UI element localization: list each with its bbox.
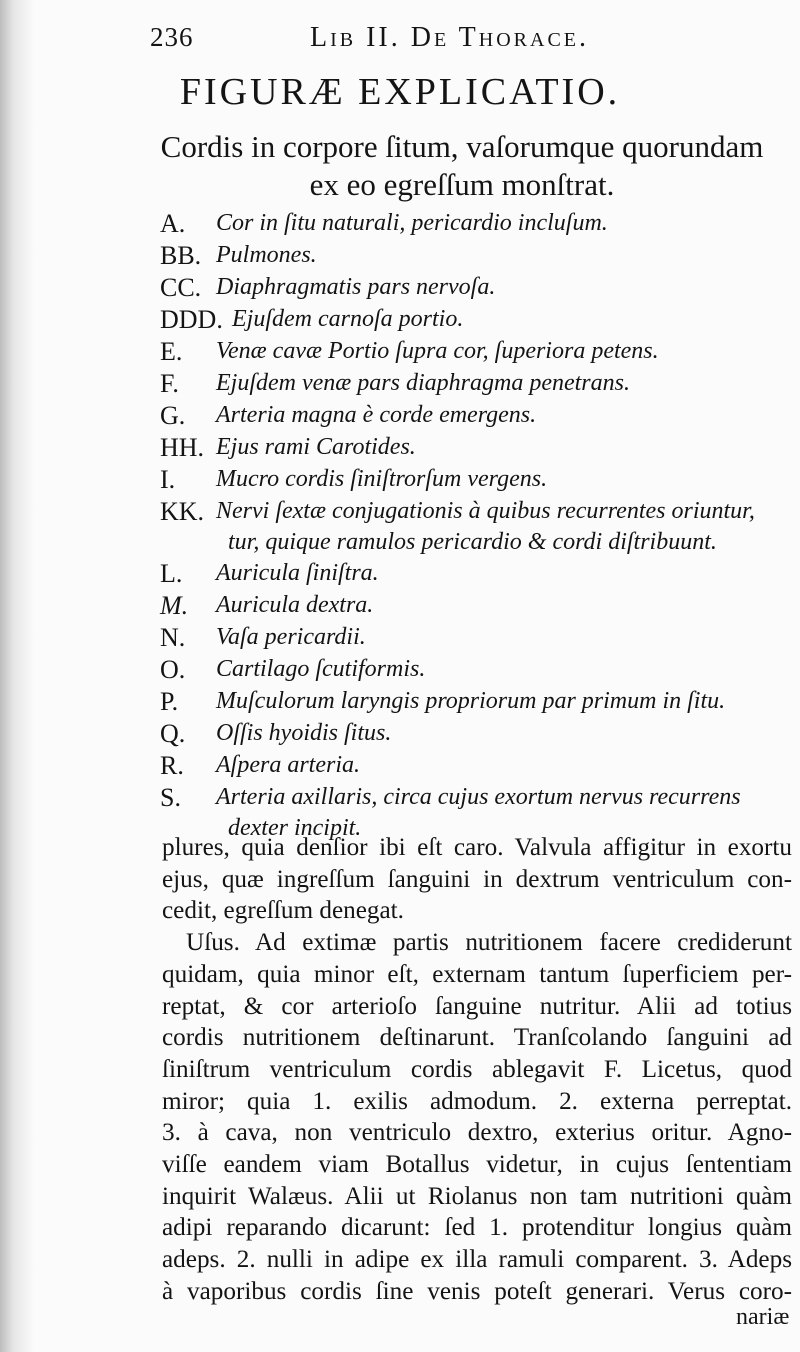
body-line: ejus, quæ ingreſſum ſanguini in dextrum ventriculum con- [162, 865, 792, 893]
legend-item [160, 400, 800, 432]
legend-continuation: tur, quique ramulos pericardio & cordi diſtribuunt. [228, 529, 717, 555]
legend-key: A. [160, 209, 186, 238]
legend-item [160, 622, 800, 654]
legend-key: G. [160, 401, 186, 430]
legend-text: Arteria magna è corde emergens. [216, 402, 537, 428]
legend-item [160, 558, 800, 590]
legend-text: Auricula ſiniſtra. [216, 560, 379, 586]
section-title: FIGURÆ EXPLICATIO. [179, 71, 621, 113]
legend-item [160, 208, 800, 240]
body-line: Uſus. Ad extimæ partis nutritionem facere crediderunt [186, 929, 792, 957]
legend-item [160, 432, 800, 464]
legend-text: Diaphragmatis pars nervoſa. [216, 274, 496, 300]
lead-text: Cordis in corpore ſitum, vaſorumque quorundam ex eo egreſſum monſtrat. [160, 129, 764, 202]
legend-item [160, 272, 800, 304]
legend-key: BB. [160, 241, 202, 270]
legend-item [160, 336, 800, 368]
legend-text: Pulmones. [216, 242, 317, 268]
legend-text: Vaſa pericardii. [216, 624, 366, 650]
legend-text: Cartilago ſcutiformis. [216, 656, 426, 682]
legend-text: Aſpera arteria. [216, 752, 360, 778]
body-line: adipi reparando dicarunt: ſed 1. protenditur longius quàm [162, 1214, 792, 1242]
legend-item [160, 304, 800, 336]
running-title: Lib II. De Thorace. [310, 22, 590, 53]
body-paragraphs [162, 832, 792, 1308]
page-edge-shadow [0, 0, 34, 1352]
legend-item [160, 368, 800, 400]
legend-item [160, 590, 800, 622]
legend-key: O. [160, 655, 186, 684]
legend-key: CC. [160, 273, 202, 302]
legend-item [160, 654, 800, 686]
legend-key: L. [160, 559, 183, 588]
legend-key: M. [160, 591, 189, 620]
legend-text: Arteria axillaris, circa cujus exortum nervus recurrens [216, 784, 741, 810]
legend-item [160, 686, 800, 718]
legend-item [160, 240, 800, 272]
legend-key: DDD. [160, 305, 223, 334]
legend-key: F. [160, 369, 179, 398]
legend-key: S. [160, 783, 181, 812]
legend-text: Auricula dextra. [216, 592, 374, 618]
legend-key: P. [160, 687, 179, 716]
legend-key: N. [160, 623, 186, 652]
legend-text: Ejuſdem carnoſa portio. [232, 306, 464, 332]
legend-key: HH. [160, 433, 205, 462]
legend-continuation: dexter incipit. [228, 815, 362, 841]
figure-legend [160, 208, 800, 844]
legend-item [160, 750, 800, 782]
running-head [150, 18, 790, 58]
legend-item [160, 718, 800, 750]
legend-text: Ejuſdem venæ pars diaphragma penetrans. [216, 370, 630, 396]
body-line: plures, quia denſior ibi eſt caro. Valvula affigitur in exortu [162, 834, 792, 861]
legend-text: Cor in ſitu naturali, pericardio incluſum. [216, 210, 608, 236]
body-line: cedit, egreſſum denegat. [162, 897, 404, 925]
body-line: inquirit Walæus. Alii ut Riolanus non tam nutritioni quàm [162, 1182, 792, 1210]
catchword: nariæ [736, 1304, 790, 1330]
body-line: ſiniſtrum ventriculum cordis ablegavit F. Licetus, quod [162, 1055, 792, 1083]
body-line: cordis nutritionem deſtinarunt. Tranſcolando ſanguini ad [162, 1024, 792, 1052]
body-line: viſſe eandem viam Botallus videtur, in cujus ſententiam [162, 1151, 792, 1179]
legend-key: R. [160, 751, 184, 780]
legend-text: Oſſis hyoidis ſitus. [216, 720, 392, 746]
body-line: 3. à cava, non ventriculo dextro, exterius oritur. Agno- [162, 1119, 792, 1147]
page-number: 236 [150, 22, 194, 52]
legend-key: I. [160, 465, 176, 494]
legend-text: Muſculorum laryngis propriorum par primum in ſitu. [216, 688, 726, 714]
legend-key: KK. [160, 497, 205, 526]
body-line: reptat, & cor arterioſo ſanguine nutritur. Alii ad totius [162, 992, 792, 1020]
legend-key: E. [160, 337, 183, 366]
body-line: quidam, quia minor eſt, externam tantum ſuperficiem per- [162, 960, 792, 988]
legend-item [160, 464, 800, 496]
legend-item [160, 496, 800, 558]
body-line: miror; quia 1. exilis admodum. 2. externa perreptat. [162, 1087, 792, 1115]
legend-text: Ejus rami Carotides. [216, 434, 416, 460]
legend-key: Q. [160, 719, 186, 748]
body-line: à vaporibus cordis ſine venis poteſt generari. Verus coro- [162, 1277, 792, 1305]
legend-text: Venæ cavæ Portio ſupra cor, ſuperiora petens. [216, 338, 659, 364]
legend-text: Mucro cordis ſiniſtrorſum vergens. [216, 466, 548, 492]
body-line: adeps. 2. nulli in adipe ex illa ramuli comparent. 3. Adeps [162, 1246, 792, 1274]
legend-text: Nervi ſextæ conjugationis à quibus recurrentes oriuntur, [216, 498, 755, 524]
